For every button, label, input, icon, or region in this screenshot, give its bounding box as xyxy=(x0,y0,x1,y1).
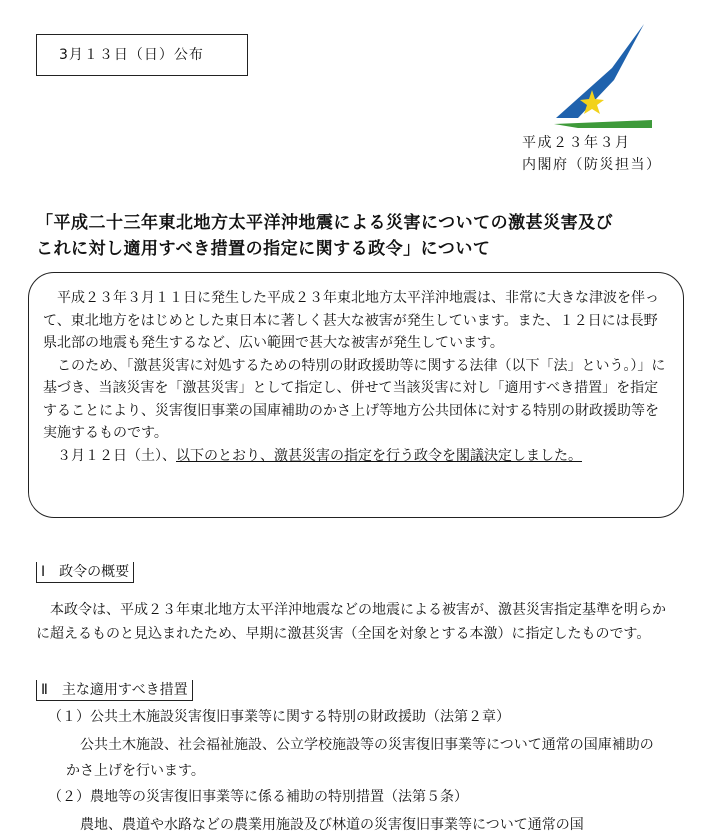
section-2-item-2-body: 農地、農道や水路などの農業用施設及び林道の災害復旧事業等について通常の国 xyxy=(80,817,584,833)
summary-paragraph-2: このため、「激甚災害に対処するための特別の財政援助等に関する法律（以下「法」という。）」に基づき、当該災害を「激甚災害」として指定し、併せて当該災害に対し「適用すべき措置」を指定することにより、災害復旧事業の国庫補助のかさ上げ等地方公共団体に対する特別の財政援助等を実施するものです。 xyxy=(43,357,666,441)
summary-paragraph-3-underlined: 以下のとおり、激甚災害の指定を行う政令を閣議決定しました。 xyxy=(176,447,582,464)
logo-green-shape xyxy=(554,120,652,128)
summary-box xyxy=(28,272,684,518)
section-1-body: 本政令は、平成２３年東北地方太平洋沖地震などの地震による被害が、激甚災害指定基準を明らかに超えるものと見込まれたため、早期に激甚災害（全国を対象とする本激）に指定したものです。 xyxy=(36,602,666,642)
document-title xyxy=(36,210,686,262)
announcement-date: 3月１３日（日）公布 xyxy=(59,47,204,63)
section-1-heading: Ⅰ 政令の概要 xyxy=(36,562,134,583)
logo-blue-shape xyxy=(556,24,644,118)
summary-paragraph-3-prefix: ３月１２日（土）、 xyxy=(57,447,176,464)
issuer-agency: 内閣府（防災担当） xyxy=(522,157,662,173)
cabinet-office-logo-icon xyxy=(548,22,652,130)
section-2-item-1-label: （１）公共土木施設災害復旧事業等に関する特別の財政援助（法第２章） xyxy=(48,709,510,725)
section-2-heading: Ⅱ 主な適用すべき措置 xyxy=(36,680,193,701)
summary-paragraph-3 xyxy=(43,445,669,468)
issuer-date: 平成２３年３月 xyxy=(522,135,631,151)
section-2-item-1-body: 公共土木施設、社会福祉施設、公立学校施設等の災害復旧事業等について通常の国庫補助のかさ上げを行います。 xyxy=(66,737,654,779)
section-1-body-wrap xyxy=(36,584,676,660)
title-line-2: これに対し適用すべき措置の指定に関する政令」について xyxy=(36,239,491,259)
title-line-1: 「平成二十三年東北地方太平洋沖地震による災害についての激甚災害及び xyxy=(36,213,614,233)
section-2-item-2-label: （２）農地等の災害復旧事業等に係る補助の特別措置（法第５条） xyxy=(48,789,468,805)
summary-paragraph-1: 平成２３年３月１１日に発生した平成２３年東北地方太平洋沖地震は、非常に大きな津波を伴って、東北地方をはじめとした東日本に著しく甚大な被害が発生しています。また、１２日には長野県北部の地震も発生するなど、広い範囲で甚大な被害が発生しています。 xyxy=(43,290,659,351)
announcement-date-box xyxy=(36,34,248,76)
issuer-block xyxy=(522,132,662,176)
